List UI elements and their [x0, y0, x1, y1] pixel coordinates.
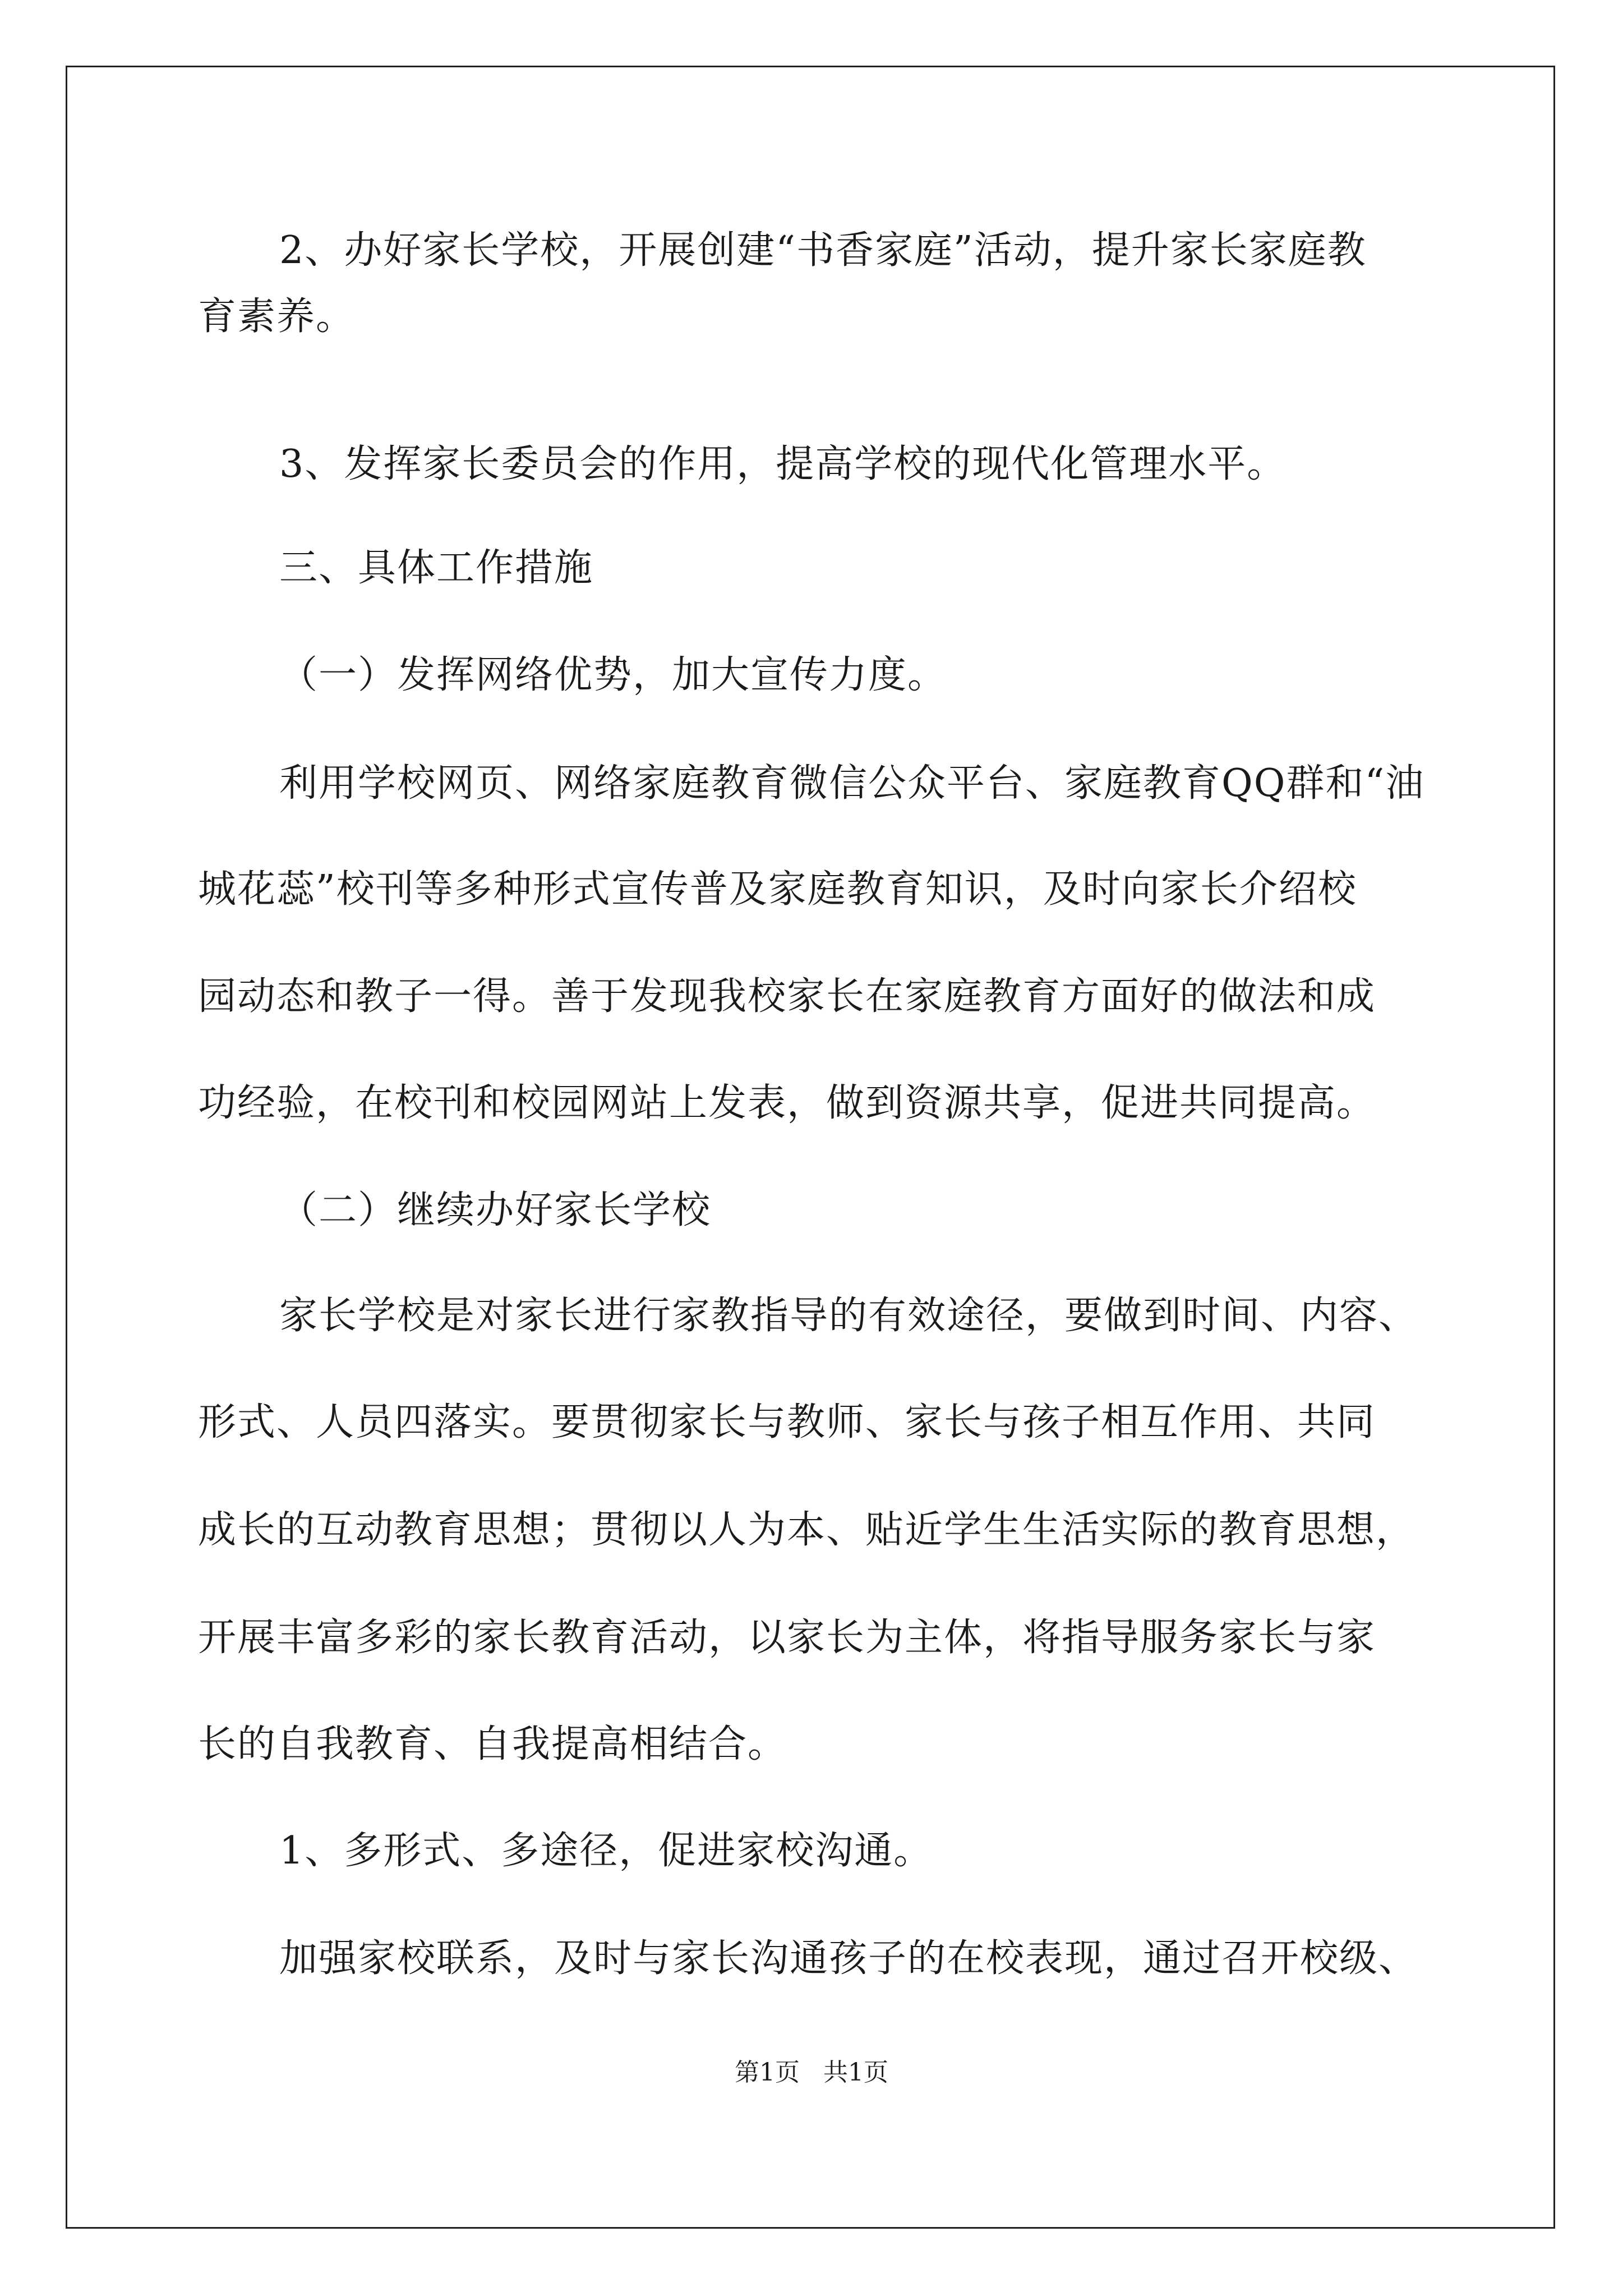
page-border: [66, 66, 1555, 2229]
paragraph-line-1: 2、办好家长学校，开展创建“书香家庭”活动，提升家长家庭教: [279, 228, 1367, 273]
paragraph-line-6: 利用学校网页、网络家庭教育微信公众平台、家庭教育QQ群和“油: [279, 761, 1425, 806]
paragraph-line-9: 功经验，在校刊和校园网站上发表，做到资源共享，促进共同提高。: [198, 1081, 1376, 1125]
paragraph-line-8: 园动态和教子一得。善于发现我校家长在家庭教育方面好的做法和成: [198, 974, 1376, 1019]
paragraph-line-3: 3、发挥家长委员会的作用，提高学校的现代化管理水平。: [279, 442, 1287, 486]
paragraph-line-15: 长的自我教育、自我提高相结合。: [198, 1722, 787, 1766]
subsection-heading-1: （一）发挥网络优势，加大宣传力度。: [279, 653, 947, 697]
paragraph-line-7: 城花蕊”校刊等多种形式宣传普及家庭教育知识，及时向家长介绍校: [198, 867, 1357, 912]
subsection-heading-2: （二）继续办好家长学校: [279, 1188, 712, 1232]
paragraph-line-12: 形式、人员四落实。要贯彻家长与教师、家长与孩子相互作用、共同: [198, 1400, 1376, 1444]
paragraph-line-2: 育素养。: [198, 295, 356, 339]
page-footer: 第1页 共1页: [735, 2058, 888, 2087]
list-item-1: 1、多形式、多途径，促进家校沟通。: [279, 1829, 933, 1873]
paragraph-line-17: 加强家校联系，及时与家长沟通孩子的在校表现，通过召开校级、: [279, 1936, 1418, 1981]
paragraph-line-11: 家长学校是对家长进行家教指导的有效途径，要做到时间、内容、: [279, 1294, 1418, 1338]
section-heading: 三、具体工作措施: [279, 546, 594, 590]
paragraph-line-14: 开展丰富多彩的家长教育活动，以家长为主体，将指导服务家长与家: [198, 1616, 1376, 1660]
paragraph-line-13: 成长的互动教育思想；贯彻以人为本、贴近学生生活实际的教育思想，: [198, 1508, 1415, 1552]
